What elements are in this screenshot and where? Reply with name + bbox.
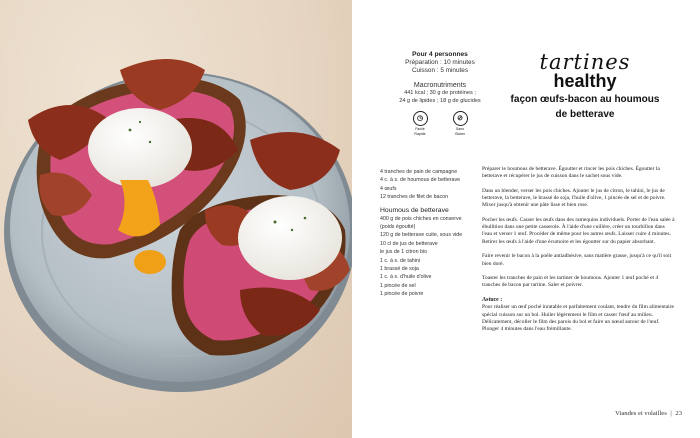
ingredient: 1 pincée de poivre	[380, 291, 424, 298]
poached-egg-left	[88, 108, 192, 188]
badge-quick-label: Facile Rapide	[414, 127, 426, 136]
badge-gluten-free	[447, 111, 473, 136]
clock-icon: ◷	[413, 111, 428, 126]
title-sub-2: de betterave	[555, 109, 615, 120]
ingredients-list	[380, 168, 482, 299]
ingredient: 1 c. à s. de tahini	[380, 257, 421, 264]
ingredient: 1 c. à s. d'huile d'olive	[380, 274, 432, 281]
macronutrients-line-1: 441 kcal ; 30 g de protéines ;	[404, 90, 476, 96]
ingredient: le jus de 1 citron bio	[380, 249, 428, 256]
cook-time: Cuisson : 5 minutes	[411, 67, 469, 74]
section-name: Viandes et volailles	[615, 410, 667, 417]
tip-title: Astuce :	[482, 297, 503, 304]
recipe-steps	[482, 166, 676, 341]
ingredient: 4 œufs	[380, 185, 397, 192]
macronutrients-title: Macronutriments	[413, 82, 467, 89]
title-sub-1: façon œufs-bacon au houmous	[510, 94, 660, 105]
step: Pocher les œufs. Casser les œufs dans des ramequins individuels. Porter de l'eau salée à ébullition dans une petite casserole. À l'aide d'une cuillère, créer un tourbillon dans l'eau et verser 1 œuf. Procéder de même pour les autres œufs. Laisser cuire 4 minutes. Retirer les œufs à l'aide d'une écumoire et les égoutter sur du papier absorbant.	[482, 217, 675, 245]
recipe-meta	[380, 50, 500, 136]
badge-quick	[407, 111, 433, 136]
title-script: tartines	[539, 50, 631, 74]
step: Préparer le houmous de betterave. Égoutter et rincer les pois chiches. Égoutter la betterave et récupérer le jus de cuisson dans le sachet sous vide.	[482, 166, 660, 180]
sub-recipe-title: Houmous de betterave	[380, 206, 449, 214]
step: Dans un blender, verser les pois chiches. Ajouter le jus de citron, le tahini, le jus de betterave, la betterave, le brassé de soja, l'huile d'olive, 1 pincée de sel et de poivre. Mixer jusqu'à obtenir une pâte lisse et bien rose.	[482, 187, 666, 209]
ingredient: 4 tranches de pain de campagne	[380, 169, 458, 175]
gluten-free-icon: ⊘	[453, 111, 468, 126]
ingredient: 1 brassé de soja	[380, 266, 419, 273]
ingredient: 12 tranches de filet de bacon	[380, 194, 449, 201]
step: Faire revenir le bacon à la poêle antiadhésive, sans matière grasse, jusqu'à ce qu'il soit bien doré.	[482, 253, 672, 267]
footer-separator: |	[670, 410, 672, 417]
badge-gluten-free-label: Sans Gluten	[454, 127, 466, 136]
ingredient: 10 cl de jus de betterave	[380, 240, 438, 247]
recipe-title	[492, 52, 678, 121]
ingredient: 400 g de pois chiches en conserve	[380, 215, 462, 222]
ingredient: 1 pincée de sel	[380, 282, 416, 289]
ingredient: 120 g de betterave cuite, sous vide	[380, 232, 463, 239]
step: Toaster les tranches de pain et les tartiner de houmous. Ajouter 1 œuf poché et 4 tranches de bacon par tartine. Saler et poivrer.	[482, 275, 659, 289]
servings: Pour 4 personnes	[412, 51, 468, 58]
ingredient: (poids égoutté)	[380, 224, 416, 231]
page-footer	[615, 410, 682, 417]
macronutrients-line-2: 24 g de lipides ; 18 g de glucides	[399, 97, 481, 104]
ingredient: 4 c. à s. de houmous de betterave	[380, 177, 461, 184]
title-main: healthy	[553, 71, 617, 91]
recipe-badges	[380, 111, 500, 136]
poached-egg-right	[238, 196, 342, 280]
recipe-page	[352, 0, 700, 438]
prep-time: Préparation : 10 minutes	[405, 59, 475, 66]
page-number: 23	[675, 410, 682, 417]
tip-text: Pour réaliser un œuf poché inratable et parfaitement coulant, tendre du film alimentaire spécial cuisson sur un bol. Huiler légèrement le film et casser l'œuf au milieu. Délicatement, décoller le film des parois du bol et faire un nœud autour de l'œuf. Plonger 4 minutes dans l'eau frémillante.	[482, 304, 674, 332]
